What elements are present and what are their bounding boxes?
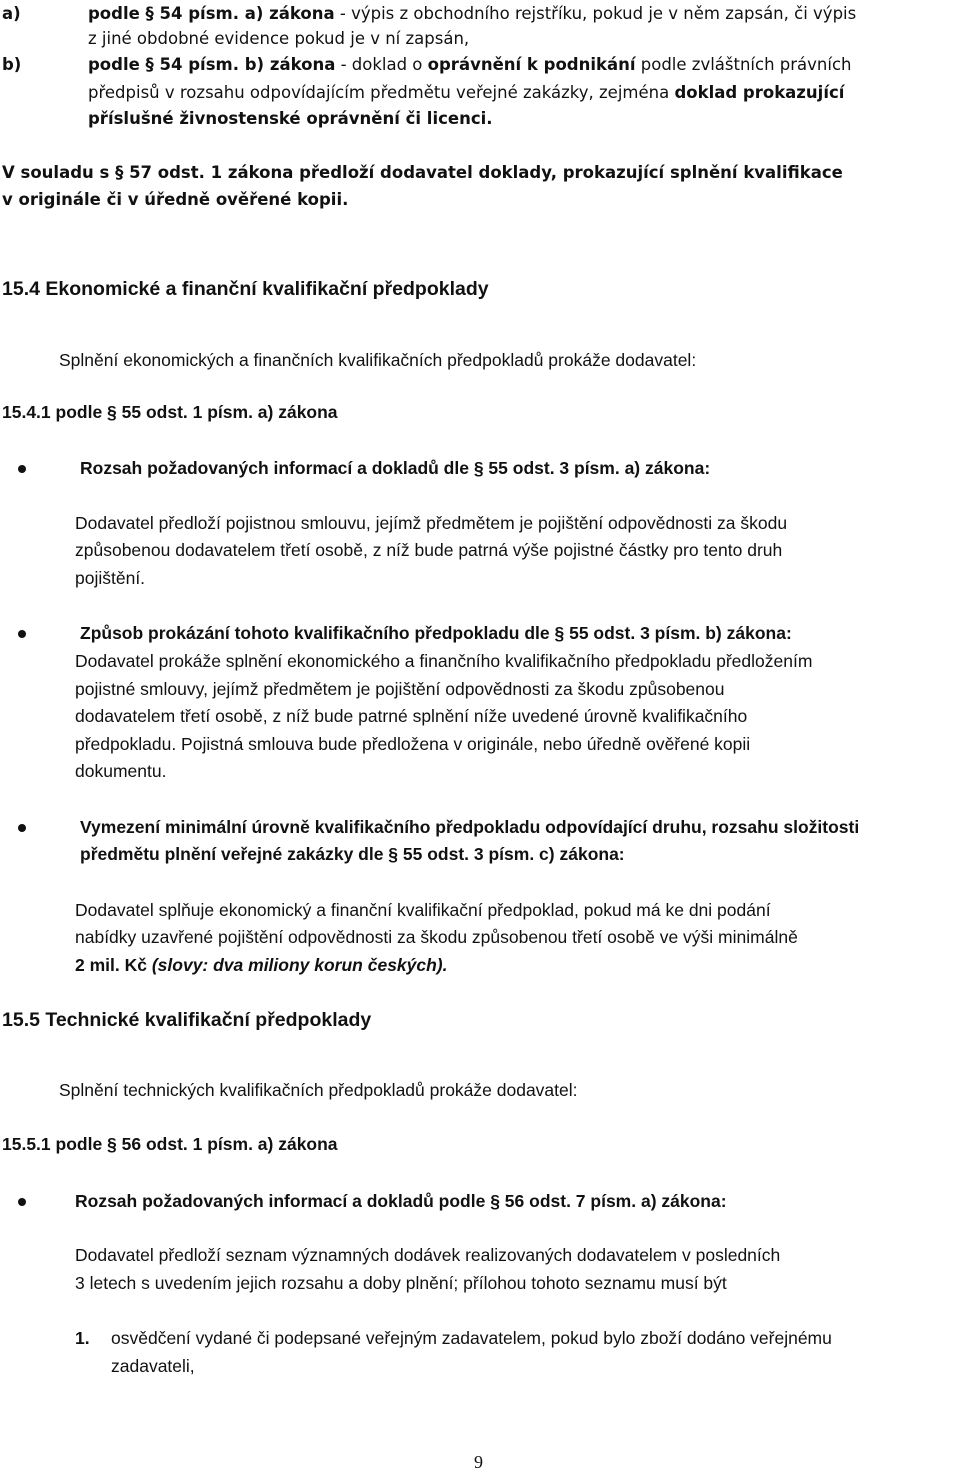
bullet-15-5-1-title: Rozsah požadovaných informací a dokladů podle § 56 odst. 7 písm. a) zákona: <box>75 1191 727 1211</box>
list-item-b-line2-bold: doklad prokazující <box>674 83 845 102</box>
bullet-15-4-2 <box>18 630 26 638</box>
numbered-item-1-line1: osvědčení vydané či podepsané veřejným zadavatelem, pokud bylo zboží dodáno veřejnému <box>111 1328 832 1348</box>
bullet-15-4-3-title-line1: Vymezení minimální úrovně kvalifikačního předpokladu odpovídající druhu, rozsahu složitosti <box>80 817 860 837</box>
bullet-15-4-3-line1: Dodavatel splňuje ekonomický a finanční kvalifikační předpoklad, pokud má ke dni podání <box>75 900 771 920</box>
bullet-15-4-2-line3: dodavatelem třetí osobě, z níž bude patrné splnění níže uvedené úrovně kvalifikačního <box>75 706 748 726</box>
numbered-item-1-line2: zadavateli, <box>111 1356 195 1376</box>
minimum-amount: 2 mil. Kč <box>75 955 152 975</box>
list-item-b-rest2: podle zvláštních právních <box>635 55 852 74</box>
list-item-b-bold2: oprávnění k podnikání <box>427 55 636 74</box>
bullet-15-4-3-line2: nabídky uzavřené pojištění odpovědnosti za škodu způsobenou třetí osobě ve výši minimálně <box>75 927 798 947</box>
bullet-15-4-3-line3 <box>75 957 448 975</box>
page-number: 9 <box>474 1452 483 1472</box>
bullet-15-4-1-line3: pojištění. <box>75 568 146 588</box>
section-15-5-intro: Splnění technických kvalifikačních předpokladů prokáže dodavatel: <box>59 1080 578 1100</box>
bullet-15-4-3-title-line2: předmětu plnění veřejné zakázky dle § 55 odst. 3 písm. c) zákona: <box>80 844 625 864</box>
bullet-15-4-2-line4: předpokladu. Pojistná smlouva bude předložena v originále, nebo úředně ověřené kopii <box>75 734 751 754</box>
numbered-item-1-marker: 1. <box>75 1328 90 1348</box>
bullet-15-4-1 <box>18 465 26 473</box>
list-item-b-line2 <box>88 85 844 102</box>
art57-line1: V souladu s § 57 odst. 1 zákona předloží dodavatel doklady, prokazující splnění kvalifikace <box>2 163 843 182</box>
section-15-5-heading: 15.5 Technické kvalifikační předpoklady <box>2 1009 372 1031</box>
bullet-15-4-1-title: Rozsah požadovaných informací a dokladů dle § 55 odst. 3 písm. a) zákona: <box>80 458 711 478</box>
list-item-a-bold: podle § 54 písm. a) zákona <box>88 4 335 23</box>
list-item-a-line1 <box>88 6 856 23</box>
art57-line2: v originále či v úředně ověřené kopii. <box>2 190 349 209</box>
list-item-b-line1 <box>88 57 852 74</box>
list-item-b-rest1: - doklad o <box>335 55 428 74</box>
bullet-15-4-2-line2: pojistné smlouvy, jejímž předmětem je pojištění odpovědnosti za škodu způsobenou <box>75 679 725 699</box>
bullet-15-4-3 <box>18 824 26 832</box>
section-15-4-intro: Splnění ekonomických a finančních kvalifikačních předpokladů prokáže dodavatel: <box>59 350 697 370</box>
list-marker-a: a) <box>2 4 21 23</box>
list-item-b-line2-text: předpisů v rozsahu odpovídajícím předmětu veřejné zakázky, zejména <box>88 83 675 102</box>
bullet-15-4-1-line1: Dodavatel předloží pojistnou smlouvu, jejímž předmětem je pojištění odpovědnosti za škodu <box>75 513 788 533</box>
bullet-15-5-1-line1: Dodavatel předloží seznam významných dodávek realizovaných dodavatelem v posledních <box>75 1245 781 1265</box>
list-item-b-bold1: podle § 54 písm. b) zákona <box>88 55 336 74</box>
minimum-amount-words: (slovy: dva miliony korun českých). <box>151 955 448 975</box>
list-item-b-line3: příslušné živnostenské oprávnění či licenci. <box>88 109 493 128</box>
subsection-15-5-1-heading: 15.5.1 podle § 56 odst. 1 písm. a) zákona <box>2 1134 338 1154</box>
list-item-a-line2: z jiné obdobné evidence pokud je v ní zapsán, <box>88 29 470 48</box>
bullet-15-4-1-line2: způsobenou dodavatelem třetí osobě, z níž bude patrná výše pojistné částky pro tento druh <box>75 540 783 560</box>
subsection-15-4-1-heading: 15.4.1 podle § 55 odst. 1 písm. a) zákona <box>2 402 338 422</box>
section-15-4-heading: 15.4 Ekonomické a finanční kvalifikační předpoklady <box>2 278 489 300</box>
bullet-15-4-2-line1: Dodavatel prokáže splnění ekonomického a finančního kvalifikačního předpokladu předložením <box>75 651 813 671</box>
list-marker-b: b) <box>2 55 22 74</box>
bullet-15-4-2-title: Způsob prokázání tohoto kvalifikačního předpokladu dle § 55 odst. 3 písm. b) zákona: <box>80 623 792 643</box>
bullet-15-5-1 <box>18 1198 26 1206</box>
bullet-15-5-1-line2: 3 letech s uvedením jejich rozsahu a doby plnění; přílohou tohoto seznamu musí být <box>75 1273 727 1293</box>
list-item-a-rest: - výpis z obchodního rejstříku, pokud je v něm zapsán, či výpis <box>334 4 857 23</box>
bullet-15-4-2-line5: dokumentu. <box>75 761 167 781</box>
